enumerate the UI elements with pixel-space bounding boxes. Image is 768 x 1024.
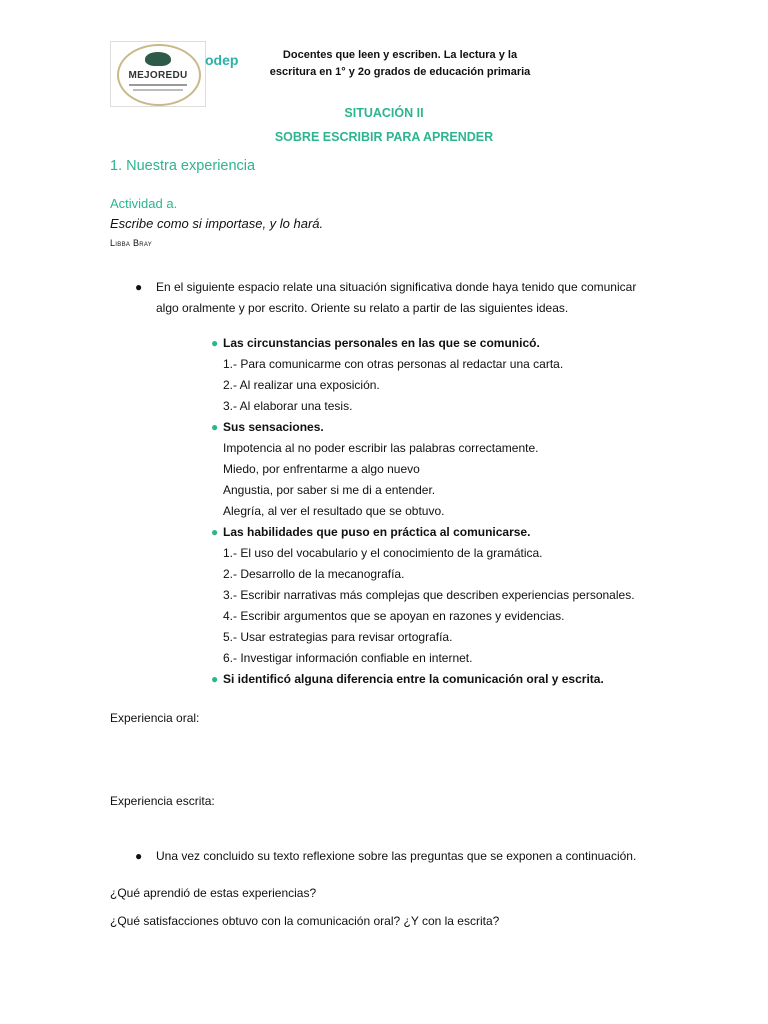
bullet-icon: ● (211, 336, 219, 350)
written-experience-label: Experiencia escrita: (110, 794, 215, 808)
bullet-icon: ● (211, 672, 219, 686)
list-item: 1.- El uso del vocabulario y el conocimiento de la gramática. (223, 546, 543, 560)
list-item: Angustia, por saber si me di a entender. (223, 483, 436, 497)
idea-title-4: ● Si identificó alguna diferencia entre la comunicación oral y escrita. (223, 669, 703, 690)
logo-text: MEJOREDU (128, 70, 188, 81)
list-item: 6.- Investigar información confiable en internet. (223, 651, 473, 665)
list-item: 2.- Desarrollo de la mecanografía. (223, 567, 405, 581)
list-item: Alegría, al ver el resultado que se obtuvo. (223, 504, 445, 518)
intro-bullet: ● En el siguiente espacio relate una situación significativa donde haya tenido que comunicar algo oralmente y por escrito. Oriente su relato a partir de las siguientes ideas. (135, 277, 695, 319)
reflect-bullet: ● Una vez concluido su texto reflexione sobre las preguntas que se exponen a continuación. (135, 846, 715, 867)
list-item: Impotencia al no poder escribir las palabras correctamente. (223, 441, 539, 455)
list-item: Miedo, por enfrentarme a algo nuevo (223, 462, 420, 476)
bullet-icon: ● (135, 849, 143, 863)
quote-author: Libba Bray (110, 238, 153, 248)
list-item: 5.- Usar estrategias para revisar ortografía. (223, 630, 453, 644)
list-item: 2.- Al realizar una exposición. (223, 378, 380, 392)
subtitle-heading: SOBRE ESCRIBIR PARA APRENDER (274, 130, 494, 144)
idea-title-1: ● Las circunstancias personales en las que se comunicó. (223, 333, 703, 354)
quote: Escribe como si importase, y lo hará. (110, 216, 324, 231)
mejoredu-logo (110, 41, 206, 107)
question-2: ¿Qué satisfacciones obtuvo con la comunicación oral? ¿Y con la escrita? (110, 914, 500, 928)
list-item: 3.- Al elaborar una tesis. (223, 399, 353, 413)
document-title: Docentes que leen y escriben. La lectura y la escritura en 1° y 2o grados de educación primaria (269, 49, 531, 78)
section-heading: 1. Nuestra experiencia (110, 158, 256, 174)
situation-heading: SITUACIÓN II (344, 106, 424, 120)
idea-title-3: ● Las habilidades que puso en práctica al comunicarse. (223, 522, 703, 543)
activity-heading: Actividad a. (110, 196, 178, 211)
list-item: 4.- Escribir argumentos que se apoyan en razones y evidencias. (223, 609, 565, 623)
secondary-logo: odep (205, 52, 239, 68)
list-item: 1.- Para comunicarme con otras personas al redactar una carta. (223, 357, 564, 371)
bullet-icon: ● (211, 420, 219, 434)
question-1: ¿Qué aprendió de estas experiencias? (110, 886, 317, 900)
bullet-icon: ● (211, 525, 219, 539)
ideas-list (211, 333, 703, 690)
idea-title-2: ● Sus sensaciones. (223, 417, 703, 438)
bullet-icon: ● (135, 280, 143, 294)
oral-experience-label: Experiencia oral: (110, 711, 200, 725)
list-item: 3.- Escribir narrativas más complejas que describen experiencias personales. (223, 588, 635, 602)
